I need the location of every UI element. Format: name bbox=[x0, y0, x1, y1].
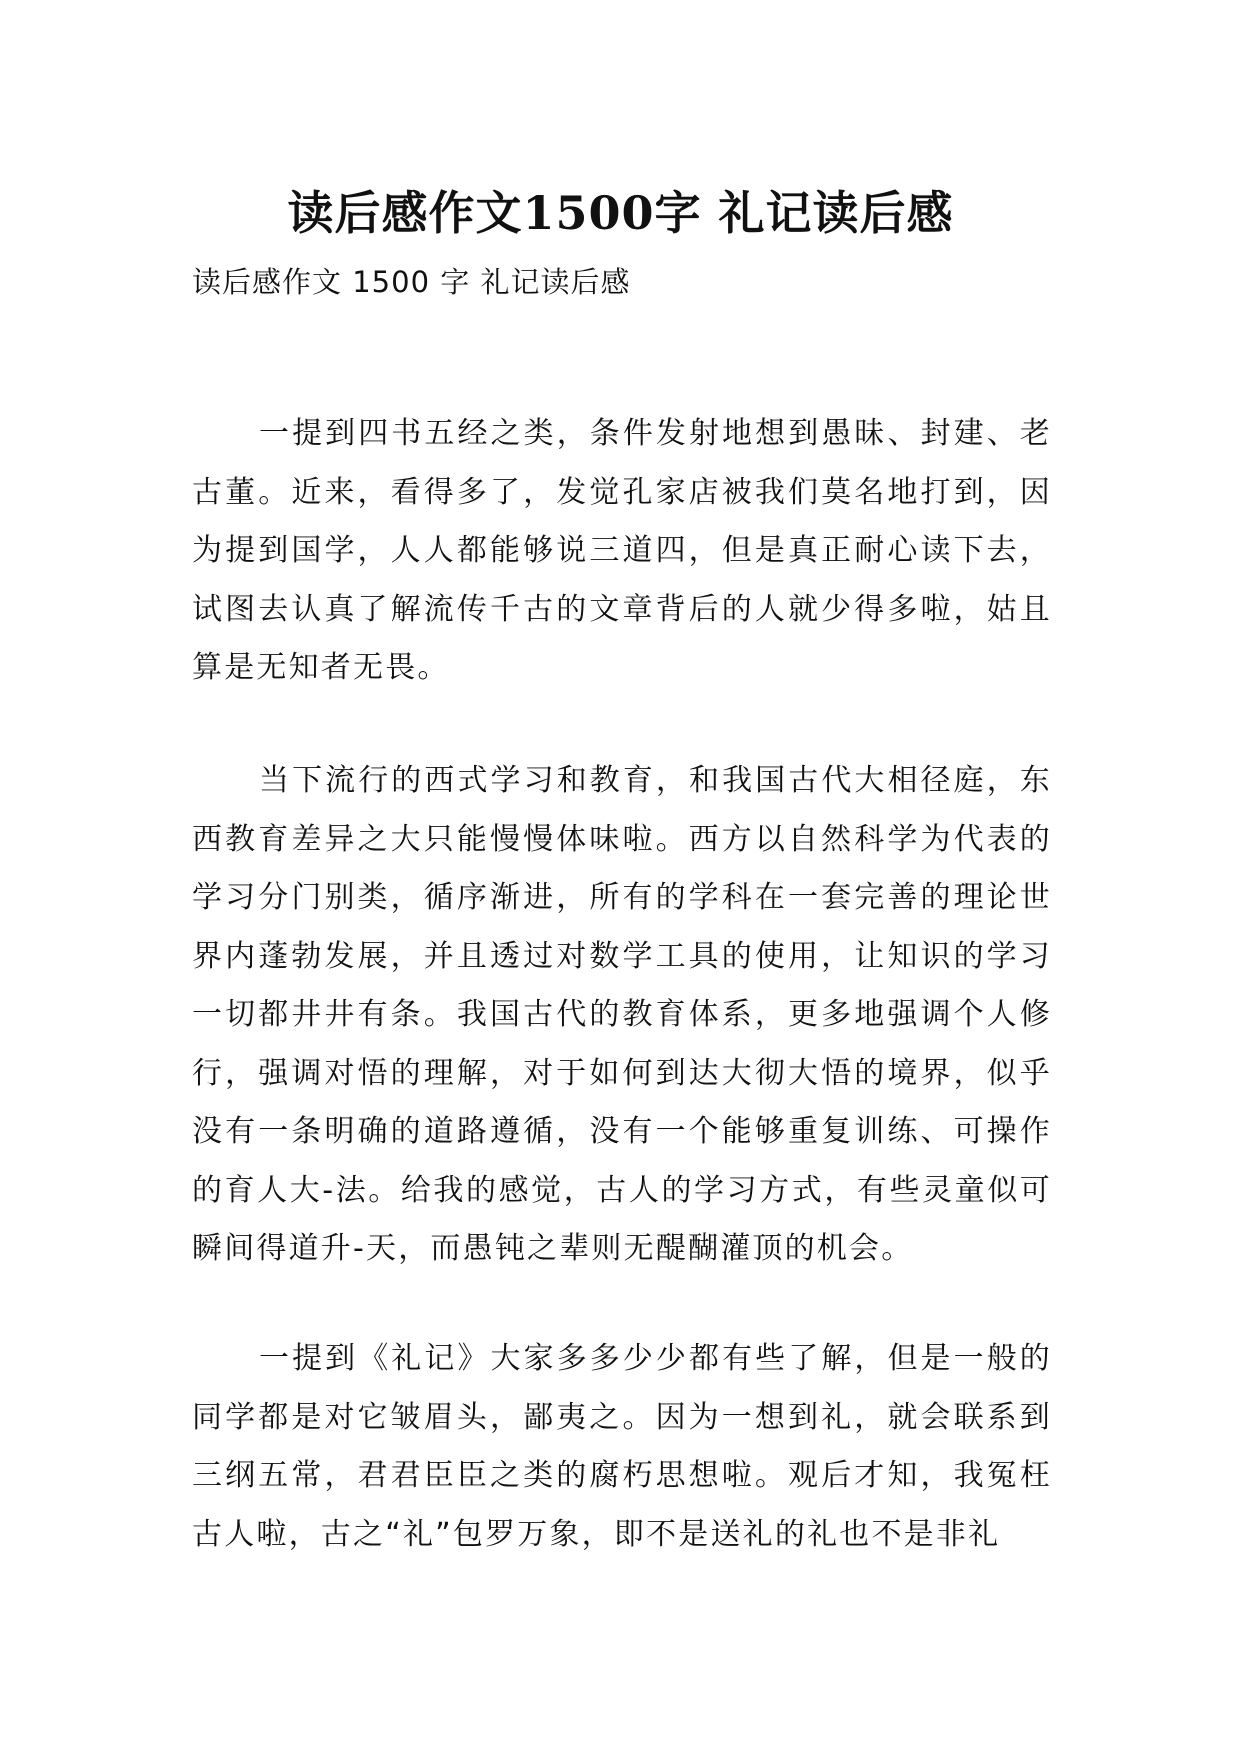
document-subtitle: 读后感作文 1500 字 礼记读后感 bbox=[192, 265, 631, 299]
document-title: 读后感作文1500字 礼记读后感 bbox=[287, 185, 954, 240]
paragraph-1: 一提到四书五经之类，条件发射地想到愚昧、封建、老古董。近来，看得多了，发觉孔家店被我们莫名地打到，因为提到国学，人人都能够说三道四，但是真正耐心读下去，试图去认真了解流传千古的文章背后的人就少得多啦，姑且算是无知者无畏。 bbox=[192, 416, 1052, 685]
paragraph-2: 当下流行的西式学习和教育，和我国古代大相径庭，东西教育差异之大只能慢慢体味啦。西方以自然科学为代表的学习分门别类，循序渐进，所有的学科在一套完善的理论世界内蓬勃发展，并且透过对数学工具的使用，让知识的学习一切都井井有条。我国古代的教育体系，更多地强调个人修行，强调对悟的理解，对于如何到达大彻大悟的境界，似乎没有一条明确的道路遵循，没有一个能够重复训练、可操作的育人大-法。给我的感觉，古人的学习方式，有些灵童似可瞬间得道升-天，而愚钝之辈则无醍醐灌顶的机会。 bbox=[192, 763, 1052, 1266]
paragraph-3: 一提到《礼记》大家多多少少都有些了解，但是一般的同学都是对它皱眉头，鄙夷之。因为一想到礼，就会联系到三纲五常，君君臣臣之类的腐朽思想啦。观后才知，我冤枉古人啦，古之“礼”包罗万象，即不是送礼的礼也不是非礼 bbox=[192, 1341, 1052, 1552]
